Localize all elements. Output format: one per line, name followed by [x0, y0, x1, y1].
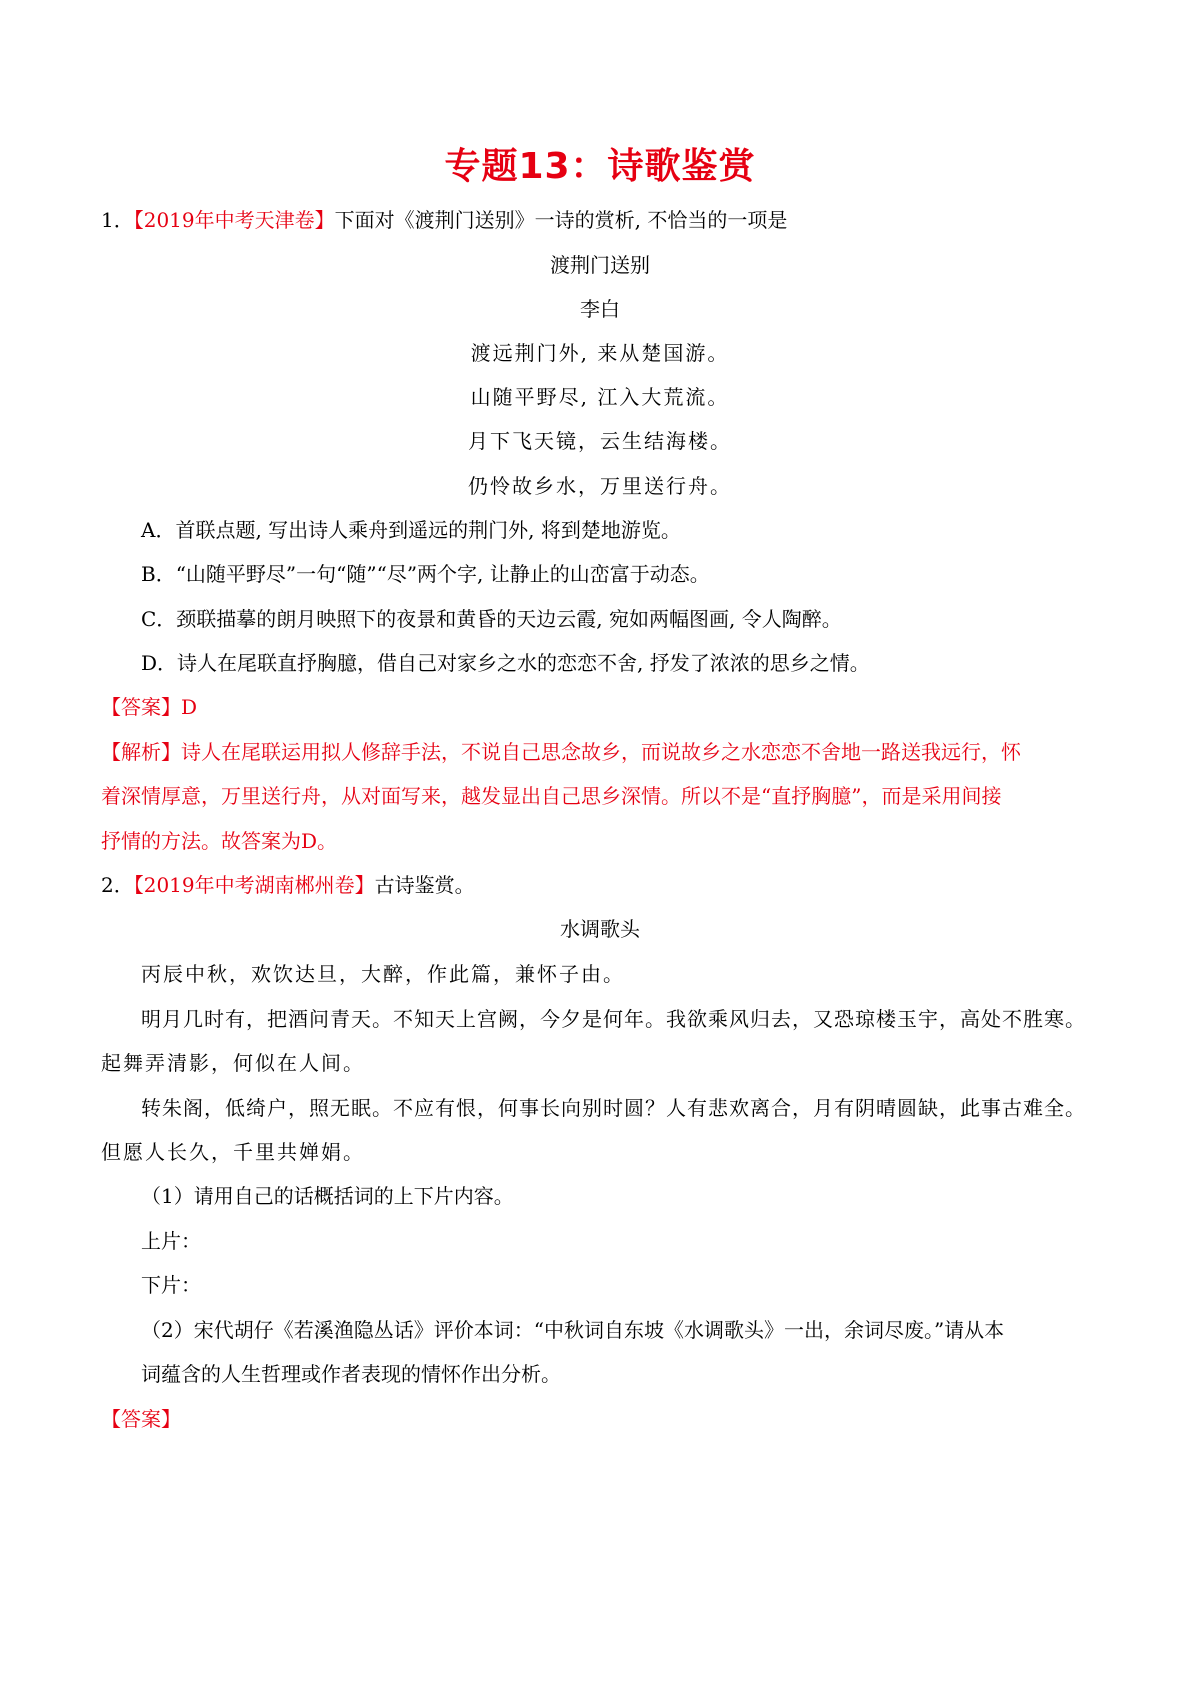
- poem-stanza-line: 转朱阁，低绮户，照无眠。不应有恨，何事长向别时圆？人有悲欢离合，月有阴晴圆缺，此事古难全。: [141, 1096, 1086, 1120]
- question-prompt: 古诗鉴赏。: [374, 873, 475, 897]
- question-prompt: 下面对《渡荆门送别》一诗的赏析, 不恰当的一项是: [334, 208, 788, 232]
- answer-upper-label: 上片：: [141, 1229, 201, 1253]
- option-b: B．“山随平野尽”一句“随”“尽”两个字, 让静止的山峦富于动态。: [141, 562, 710, 586]
- poem-stanza-line: 起舞弄清影，何似在人间。: [101, 1051, 365, 1075]
- analysis-line: [101, 737, 1021, 767]
- answer-value: D: [181, 695, 198, 719]
- option-a: A．首联点题, 写出诗人乘舟到遥远的荆门外, 将到楚地游览。: [141, 518, 681, 542]
- poem-stanza-line: 明月几时有，把酒问青天。不知天上宫阙，今夕是何年。我欲乘风归去，又恐琼楼玉宇，高处不胜寒。: [141, 1007, 1086, 1031]
- poem-title: 渡荆门送别: [550, 253, 650, 277]
- question-2-header: [101, 870, 475, 900]
- poem-line: 山随平野尽, 江入大荒流。: [470, 385, 730, 409]
- poem-preface: 丙辰中秋，欢饮达旦，大醉，作此篇，兼怀子由。: [141, 962, 625, 986]
- answer-lower-label: 下片：: [141, 1273, 201, 1297]
- page-title: 专题13：诗歌鉴赏: [444, 146, 756, 187]
- analysis-label: 【解析】: [101, 740, 181, 764]
- poem-line: 月下飞天镜，云生结海楼。: [468, 429, 732, 453]
- analysis-line: 抒情的方法。故答案为D。: [101, 829, 338, 853]
- question-number: 2．: [101, 873, 134, 897]
- question-1-header: [101, 205, 787, 235]
- question-source: 【2019年中考湖南郴州卷】: [133, 873, 375, 897]
- poem-stanza-line: 但愿人长久，千里共婵娟。: [101, 1140, 365, 1164]
- sub-question-1: （1）请用自己的话概括词的上下片内容。: [141, 1184, 514, 1208]
- option-c: C．颈联描摹的朗月映照下的夜景和黄昏的天边云霞, 宛如两幅图画, 令人陶醉。: [141, 607, 842, 631]
- analysis-line: 着深情厚意，万里送行舟，从对面写来，越发显出自己思乡深情。所以不是“直抒胸臆”，而是采用间接: [101, 784, 1002, 808]
- answer-1: [101, 692, 197, 722]
- poem-line: 渡远荆门外, 来从楚国游。: [470, 341, 730, 365]
- poem-line: 仍怜故乡水，万里送行舟。: [468, 474, 732, 498]
- question-source: 【2019年中考天津卷】: [133, 208, 335, 232]
- sub-question-2: （2）宋代胡仔《若溪渔隐丛话》评价本词：“中秋词自东坡《水调歌头》一出，余词尽废。”请从本: [141, 1318, 1005, 1342]
- question-number: 1．: [101, 208, 134, 232]
- poem-title: 水调歌头: [560, 917, 640, 941]
- option-d: D．诗人在尾联直抒胸臆，借自己对家乡之水的恋恋不舍, 抒发了浓浓的思乡之情。: [141, 651, 870, 675]
- sub-question-2-cont: 词蕴含的人生哲理或作者表现的情怀作出分析。: [141, 1362, 561, 1386]
- analysis-text: 诗人在尾联运用拟人修辞手法，不说自己思念故乡，而说故乡之水恋恋不舍地一路送我远行，怀: [181, 740, 1021, 764]
- answer-label: 【答案】: [101, 695, 181, 719]
- answer-2-label: 【答案】: [101, 1407, 181, 1431]
- poem-author: 李白: [580, 297, 620, 321]
